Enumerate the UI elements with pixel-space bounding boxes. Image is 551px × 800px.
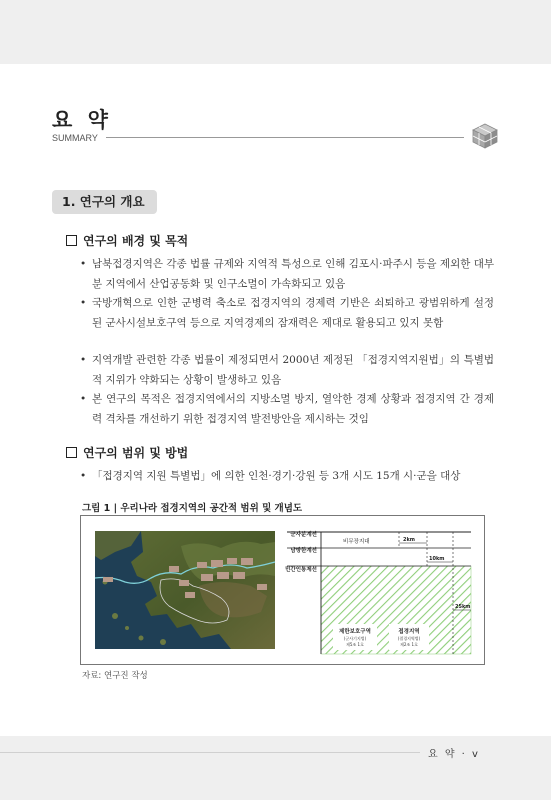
subsection-heading-scope: 연구의 범위 및 방법 xyxy=(66,444,188,461)
figure-title: 그림 1 | 우리나라 접경지역의 공간적 범위 및 개념도 xyxy=(82,503,303,514)
bullet-item: • 「접경지역 지원 특별법」에 의한 인천·경기·강원 등 3개 시도 15개 시·군을 대상 xyxy=(80,470,461,482)
page-footer: 요 약 · v xyxy=(428,749,480,760)
figure-source: 자료: 연구진 작성 xyxy=(82,671,148,681)
bullet-item: • 본 연구의 목적은 접경지역에서의 지방소멸 방지, 열악한 경제 상황과 접경지역 간 경제력 격차를 개선하기 위한 접경지역 발전방안을 제시하는 것임 xyxy=(80,393,494,425)
figure-graphic xyxy=(81,516,484,664)
checkbox-square-icon xyxy=(66,447,77,458)
cube-icon xyxy=(472,123,498,149)
bullet-item: • 지역개발 관련한 각종 법률이 제정되면서 2000년 제정된 「접경지역지원법」의 특별법적 지위가 약화되는 상황이 발생하고 있음 xyxy=(80,354,494,386)
page-title: 요 약 xyxy=(52,108,112,132)
concept-diagram xyxy=(285,530,471,654)
label-25km: 25km xyxy=(455,604,471,610)
satellite-map xyxy=(95,531,275,649)
label-restricted-zone: 제한보호구역 xyxy=(339,629,371,635)
svg-text:제5조 1호: 제5조 1호 xyxy=(346,642,364,647)
label-civilian-control: 민간인통제선 xyxy=(285,567,317,573)
svg-text:제2조 1호: 제2조 1호 xyxy=(400,642,418,647)
label-dmz: 비무장지대 xyxy=(343,539,370,545)
page-subtitle: SUMMARY xyxy=(52,133,98,143)
title-divider xyxy=(106,137,464,138)
footer-divider xyxy=(0,752,420,753)
label-2km: 2km xyxy=(403,537,416,543)
section-heading: 1. 연구의 개요 xyxy=(52,190,157,214)
svg-text:(접경지역법): (접경지역법) xyxy=(397,636,421,641)
bullet-item: • 국방개혁으로 인한 군병력 축소로 접경지역의 경제력 기반은 쇠퇴하고 광범위하게 설정된 군사시설보호구역 등으로 지역경제의 잠재력은 제대로 활용되고 있지 못함 xyxy=(80,297,494,329)
label-southern-limit: 남방한계선 xyxy=(290,548,317,554)
bullet-item: • 남북접경지역은 각종 법률 규제와 지역적 특성으로 인해 김포시·파주시 등을 제외한 대부분 지역에서 산업공동화 및 인구소멸이 가속화되고 있음 xyxy=(80,258,494,290)
top-band xyxy=(0,0,551,64)
svg-text:(군사기지법): (군사기지법) xyxy=(343,636,367,641)
figure-frame xyxy=(80,515,485,665)
label-10km: 10km xyxy=(429,556,445,562)
subsection-heading-background: 연구의 배경 및 목적 xyxy=(66,232,188,249)
checkbox-square-icon xyxy=(66,235,77,246)
label-border-area: 접경지역 xyxy=(398,629,420,635)
label-mdl: 군사분계선 xyxy=(290,532,317,538)
